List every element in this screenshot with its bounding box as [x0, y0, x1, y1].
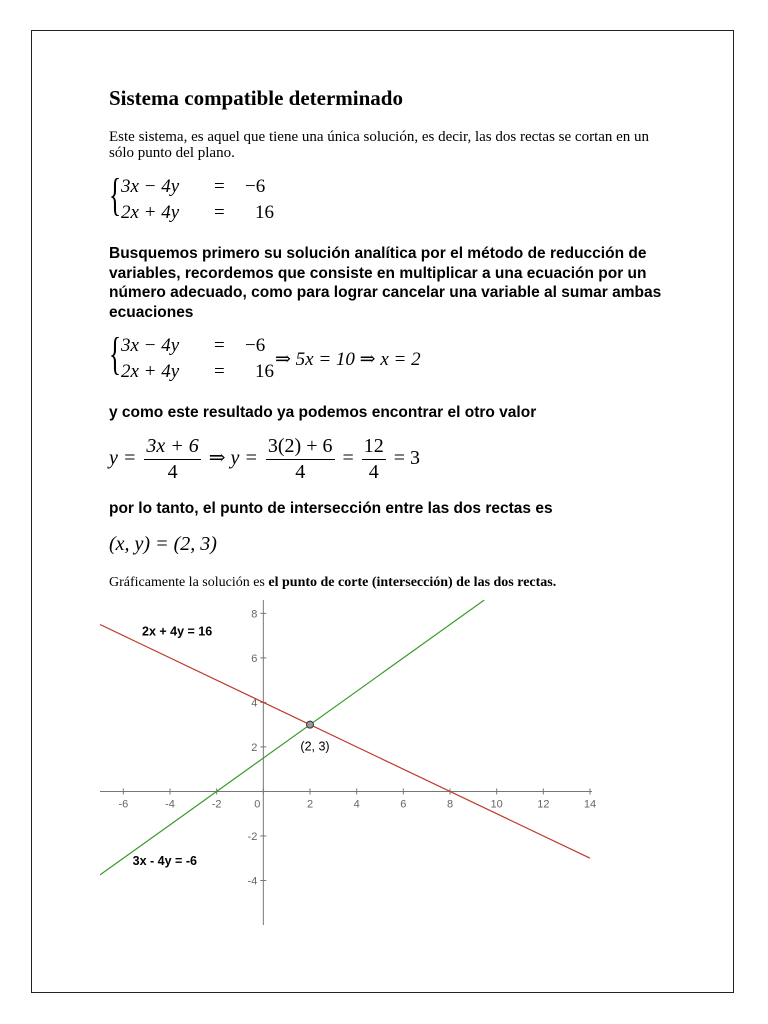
- intersection-label: (2, 3): [300, 739, 330, 754]
- intersection-point: [307, 721, 314, 728]
- y-tick-label: 8: [251, 608, 258, 621]
- fraction-3: [362, 435, 386, 484]
- equation-rhs: 16: [255, 361, 274, 382]
- x-tick-label: 14: [583, 798, 597, 811]
- equation-lhs: 2x + 4y: [121, 361, 180, 382]
- equation-equals: =: [214, 335, 225, 356]
- second-value-paragraph: y como este resultado ya podemos encontrar el otro valor: [109, 404, 537, 421]
- implies-y-equals: ⇒ y =: [208, 447, 258, 470]
- y-tick-label: 2: [251, 741, 258, 754]
- equation-system-1: [109, 169, 309, 226]
- series-label-2: 3x - 4y = -6: [132, 853, 197, 868]
- y-tick-label: -2: [247, 830, 258, 843]
- fraction-denominator: 4: [368, 461, 379, 483]
- equation-equals: =: [214, 361, 225, 382]
- elimination-result: ⇒ 5x = 10 ⇒ x = 2: [275, 349, 421, 370]
- equation-rhs: 16: [255, 202, 274, 223]
- equation-equals: =: [214, 202, 225, 223]
- equation-rhs: −6: [245, 176, 266, 197]
- series-label-1: 2x + 4y = 16: [142, 624, 213, 639]
- equation-lhs: 3x − 4y: [121, 176, 180, 197]
- intersection-paragraph: por lo tanto, el punto de intersección entre las dos rectas es: [109, 500, 553, 517]
- x-tick-label: -6: [118, 798, 129, 811]
- y-equals: y =: [109, 447, 137, 470]
- x-tick-label: 8: [446, 798, 454, 811]
- intro-paragraph: Este sistema, es aquel que tiene una única solución, es decir, las dos rectas se cortan en un sólo punto del plano.: [109, 129, 650, 161]
- caption-bold-text: el punto de corte (intersección) de las dos rectas.: [268, 575, 557, 590]
- x-tick-label: 6: [400, 798, 407, 811]
- x-tick-label: 0: [254, 798, 261, 811]
- page-title: Sistema compatible determinado: [109, 86, 403, 110]
- y-equation: [109, 435, 420, 484]
- x-tick-label: -2: [211, 798, 222, 811]
- y-tick-label: 4: [251, 697, 258, 710]
- line-chart: [100, 600, 600, 925]
- fraction-1: [144, 435, 200, 484]
- fraction-numerator: 3(2) + 6: [266, 435, 335, 460]
- graph-caption: [109, 575, 556, 591]
- point-equation: (x, y) = (2, 3): [109, 533, 217, 555]
- series-line-2: [100, 600, 484, 875]
- fraction-denominator: 4: [167, 461, 178, 483]
- y-tick-label: -4: [247, 875, 258, 888]
- y-tick-label: 6: [251, 652, 258, 665]
- equals-sign: =: [342, 447, 354, 470]
- x-tick-label: 4: [353, 798, 360, 811]
- equation-rhs: −6: [245, 335, 266, 356]
- y-result: = 3: [393, 447, 421, 470]
- x-tick-label: 12: [537, 798, 550, 811]
- series-line-1: [100, 624, 590, 858]
- brace-symbol: {: [109, 328, 122, 379]
- x-tick-label: -4: [165, 798, 175, 811]
- equation-lhs: 3x − 4y: [121, 335, 180, 356]
- x-tick-label: 10: [490, 798, 503, 811]
- fraction-2: [266, 435, 335, 484]
- fraction-numerator: 3x + 6: [144, 435, 200, 460]
- method-paragraph: Busquemos primero su solución analítica por el método de reducción de variables, recordemos que consiste en multiplicar a una ecuación por un número adecuado, como para lograr cancelar una variable al sumar ambas ecuaciones: [109, 245, 662, 321]
- fraction-numerator: 12: [362, 435, 386, 460]
- equation-system-2: [109, 328, 509, 385]
- equation-lhs: 2x + 4y: [121, 202, 180, 223]
- x-tick-label: 2: [306, 798, 314, 811]
- brace-symbol: {: [109, 169, 122, 220]
- fraction-denominator: 4: [295, 461, 306, 483]
- equation-equals: =: [214, 176, 225, 197]
- caption-text: Gráficamente la solución es: [109, 575, 269, 590]
